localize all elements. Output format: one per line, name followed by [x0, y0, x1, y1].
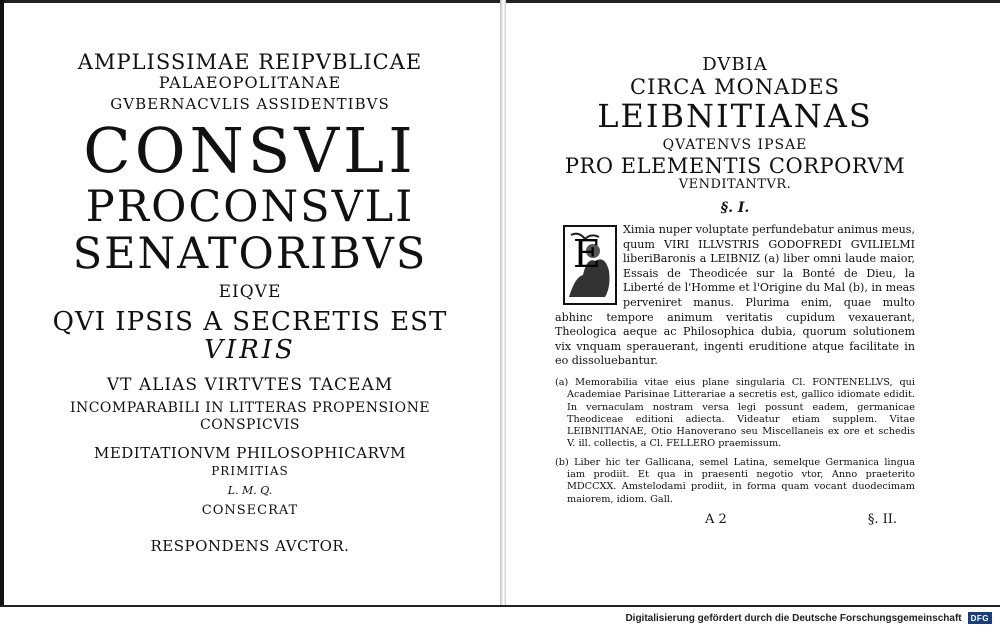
dedication-line-6: SENATORIBVS: [72, 229, 428, 279]
page-footer: [555, 512, 915, 527]
dedication-line-5: PROCONSVLI: [85, 182, 415, 232]
dedication-line-13: PRIMITIAS: [211, 463, 289, 478]
attribution-strip: [625, 611, 992, 625]
dedication-line-10: VT ALIAS VIRTVTES TACEAM: [106, 375, 394, 395]
dedication-line-7: EIQVE: [218, 282, 282, 302]
book-gutter: [500, 0, 506, 607]
title-pro-elementis: PRO ELEMENTIS CORPORVM: [564, 154, 906, 178]
main-paragraph: [555, 223, 915, 369]
title-venditantur: VENDITANTVR.: [678, 177, 792, 192]
footnotes: [555, 377, 915, 506]
dedication-line-14: L. M. Q.: [227, 483, 273, 497]
dedication-line-4: CONSVLI: [83, 114, 417, 187]
catchword: §. II.: [867, 511, 897, 527]
dedication-line-1: AMPLISSIMAE REIPVBLICAE: [77, 50, 423, 74]
dedication-line-8: QVI IPSIS A SECRETIS EST: [52, 307, 448, 337]
dedication-line-15: CONSECRAT: [201, 502, 299, 518]
decorated-initial-letter-icon: [565, 227, 615, 303]
paragraph-text: Ximia nuper voluptate perfundebatur animus meus, quum VIRI ILLVSTRIS GODOFREDI GVILIELMI liberiBaronis a LEIBNIZ (a) liber omni laude maior, Essais de Theodicée sur la Bonté de Dieu, la Liberté de l'Homme et l'Origine du Mal (b), in meas perveniret manus. Plurima enim, quae multo abhinc tempore animum veritatis cupidum vexauerant, Theologica aeque ac Philosophica dubia, quorum solutionem vix vnquam sperauerant, ingenti eruditione atque facilitate in eo dissoluebantur.: [555, 223, 915, 368]
attribution-text: Digitalisierung gefördert durch die Deutsche Forschungsgemeinschaft: [625, 612, 962, 624]
dedication-line-12: MEDITATIONVM PHILOSOPHICARVM: [93, 443, 407, 462]
title-leibnitianas: LEIBNITIANAS: [597, 97, 873, 135]
initial-letter: E: [573, 232, 601, 276]
dfg-logo-icon: DFG: [968, 612, 992, 624]
left-page-dedication: [30, 50, 470, 554]
dedication-line-3: GVBERNACVLIS ASSIDENTIBVS: [110, 95, 390, 113]
title-quatenus: QVATENVS IPSAE: [662, 137, 808, 153]
decorated-initial: [563, 225, 617, 305]
scan-edge-bottom: [0, 605, 1000, 607]
section-number: §. I.: [720, 200, 750, 216]
title-circa-monades: CIRCA MONADES: [630, 75, 840, 99]
signature-mark: A 2: [705, 511, 727, 527]
footnote-b: (b) Liber hic ter Gallicana, semel Latina, semelque Germanica lingua iam prodiit. Et qua in praesenti negotio vtor, Anno praeterito MDCCXX. Amstelodami prodiit, in forma quam vocant duodecimam maiorem, idiom. Gall.: [555, 456, 915, 505]
footnote-a: (a) Memorabilia vitae eius plane singularia Cl. FONTENELLVS, qui Academiae Parisinae Litterariae a secretis est, gallico idiomate edidit. In vernaculam nostram versa legi possunt eadem, germanicae Theodiceae editioni adiecta. Videatur etiam supplem. Vitae LEIBNITIANAE, Otio Hanoverano seu Miscellaneis ex ore et schedis V. ill. collectis, a Cl. FELLERO praemissum.: [555, 376, 915, 450]
right-page-text: [555, 56, 915, 527]
dedication-line-2: PALAEOPOLITANAE: [158, 73, 342, 92]
dedication-line-16: RESPONDENS AVCTOR.: [150, 536, 350, 555]
dedication-line-9: VIRIS: [204, 335, 296, 365]
title-dubia: DVBIA: [702, 54, 768, 75]
dedication-line-11: INCOMPARABILI IN LITTERAS PROPENSIONE CONSPICVIS: [69, 400, 431, 433]
scan-edge-left: [0, 0, 4, 607]
